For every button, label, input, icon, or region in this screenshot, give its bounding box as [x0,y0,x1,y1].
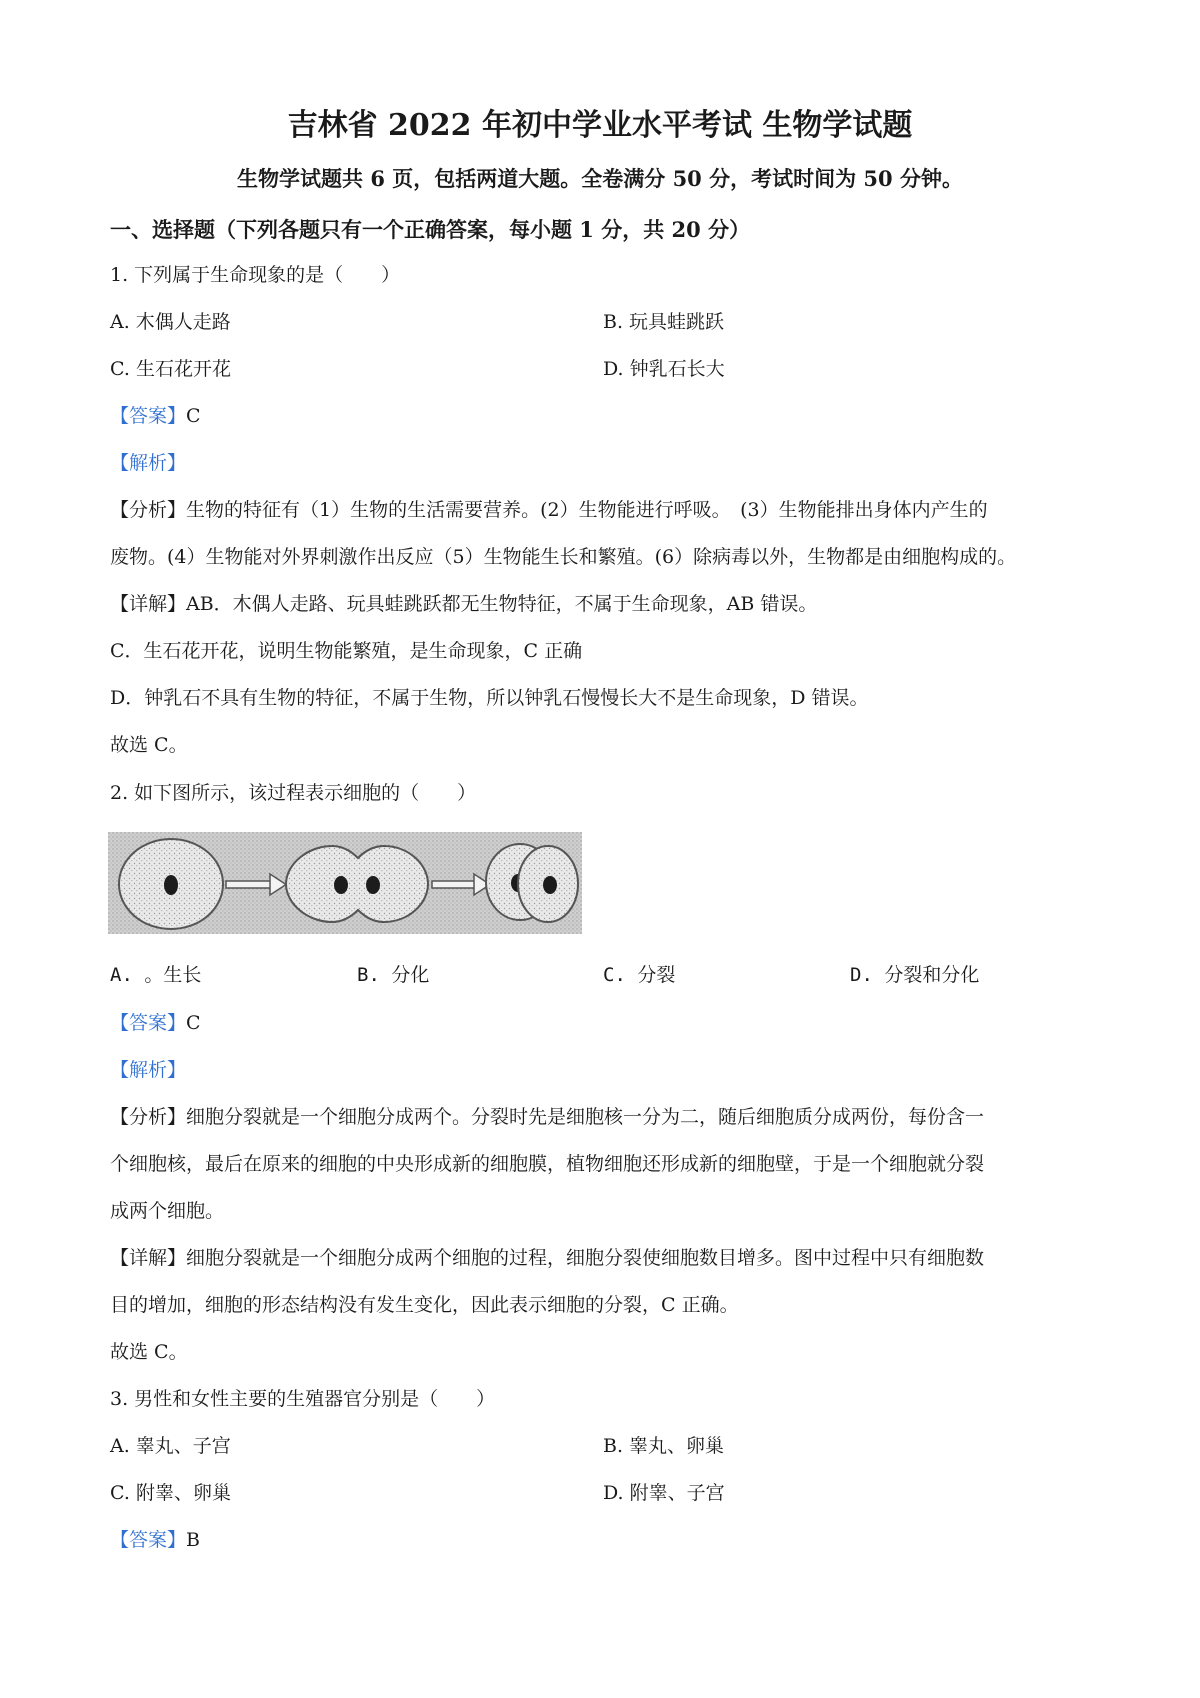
q1-detail-3: D．钟乳石不具有生物的特征，不属于生物，所以钟乳石慢慢长大不是生命现象，D 错误。 [110,687,869,709]
q2-analysis-3: 成两个细胞。 [110,1200,225,1222]
q2-conclusion: 故选 C。 [110,1341,188,1363]
q1-option-c: C. 生石花开花 [110,358,231,380]
q2-stem: 2. 如下图所示，该过程表示细胞的（ ） [110,782,477,804]
q1-option-a: A. 木偶人走路 [110,311,231,333]
q1-detail-2: C．生石花开花，说明生物能繁殖，是生命现象，C 正确 [110,640,583,662]
single-cell [119,839,223,929]
q3-answer [110,1527,200,1553]
answer-tag: 【答案】 [110,405,187,427]
q1-option-d: D. 钟乳石长大 [603,358,725,380]
dividing-cell [286,846,428,922]
q2-detail-1: 【详解】细胞分裂就是一个细胞分成两个细胞的过程，细胞分裂使细胞数目增多。图中过程中只有细胞数 [110,1247,985,1269]
q3-option-c: C. 附睾、卵巢 [110,1482,231,1504]
answer-value: C [186,405,201,427]
q2-option-b: B. 分化 [357,964,430,986]
daughter-cell-right [518,846,578,922]
answer-value: B [186,1529,200,1551]
q2-option-c: C. 分裂 [603,964,676,986]
q1-stem: 1. 下列属于生命现象的是（ ） [110,264,401,286]
q1-option-b: B. 玩具蛙跳跃 [603,311,725,333]
q2-option-d: D. 分裂和分化 [850,964,980,986]
q1-detail-1: 【详解】AB．木偶人走路、玩具蛙跳跃都无生物特征，不属于生命现象，AB 错误。 [110,593,818,615]
exam-subtitle: 生物学试题共 6 页，包括两道大题。全卷满分 50 分，考试时间为 50 分钟。 [237,166,963,191]
q2-detail-2: 目的增加，细胞的形态结构没有发生变化，因此表示细胞的分裂，C 正确。 [110,1294,739,1316]
q2-answer [110,1010,201,1036]
q1-answer [110,403,201,429]
q2-analysis-2: 个细胞核，最后在原来的细胞的中央形成新的细胞膜，植物细胞还形成新的细胞壁，于是一个细胞就分裂 [110,1153,985,1175]
page-title: 吉林省 2022 年初中学业水平考试 生物学试题 [287,108,913,143]
q1-conclusion: 故选 C。 [110,734,188,756]
q1-analysis-2: 废物。(4）生物能对外界刺激作出反应（5）生物能生长和繁殖。(6）除病毒以外，生物都是由细胞构成的。 [110,546,1017,568]
q2-jiexi-tag: 【解析】 [110,1059,187,1081]
q3-option-b: B. 睾丸、卵巢 [603,1435,725,1457]
q3-stem: 3. 男性和女性主要的生殖器官分别是（ ） [110,1388,496,1410]
answer-tag: 【答案】 [110,1012,187,1034]
q2-option-a: A. 。生长 [110,964,202,986]
cell-division-figure [108,832,582,934]
answer-value: C [186,1012,201,1034]
q1-analysis-1: 【分析】生物的特征有（1）生物的生活需要营养。(2）生物能进行呼吸。 (3）生物能排出身体内产生的 [110,499,988,521]
q3-option-d: D. 附睾、子宫 [603,1482,725,1504]
q3-option-a: A. 睾丸、子宫 [110,1435,231,1457]
q1-jiexi-tag: 【解析】 [110,452,187,474]
section-heading: 一、选择题（下列各题只有一个正确答案，每小题 1 分，共 20 分） [110,217,751,242]
q2-analysis-1: 【分析】细胞分裂就是一个细胞分成两个。分裂时先是细胞核一分为二，随后细胞质分成两份，每份含一 [110,1106,985,1128]
answer-tag: 【答案】 [110,1529,187,1551]
